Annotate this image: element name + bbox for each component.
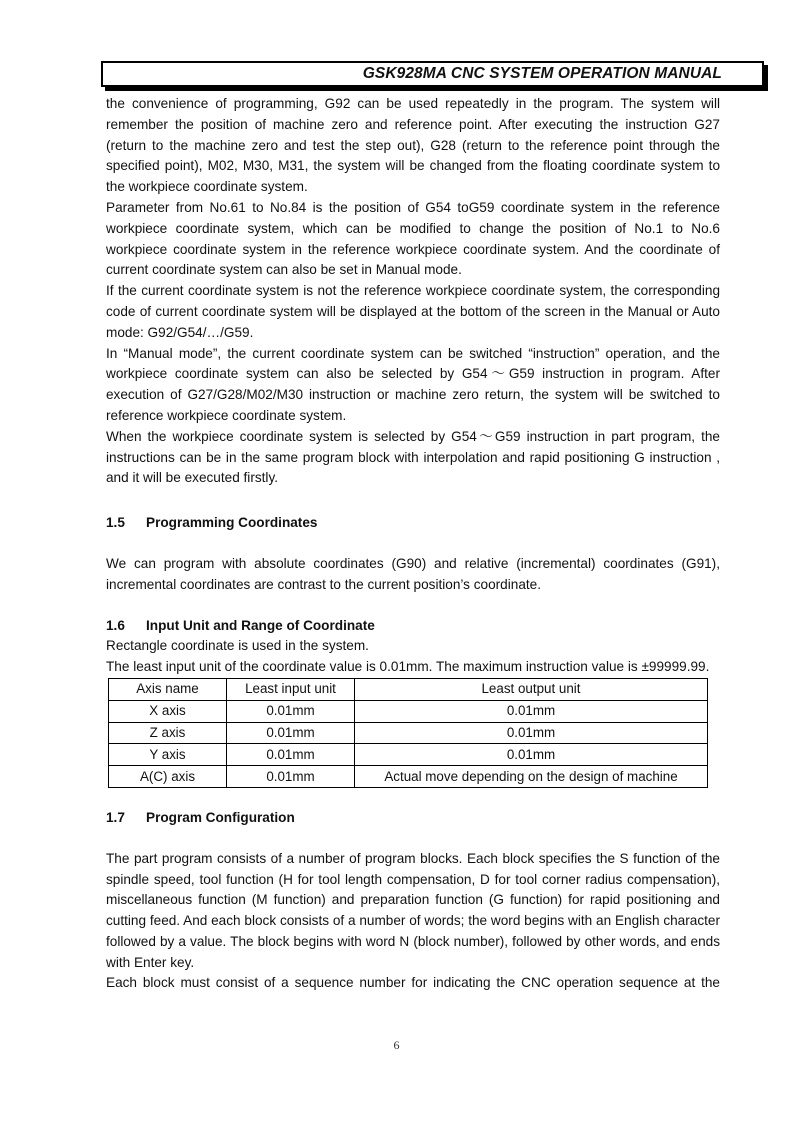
paragraph: Parameter from No.61 to No.84 is the position of G54 toG59 coordinate system in the reference workpiece coordinate system, which can be modified to change the position of No.1 to No.6 workpiece coordinate system in the reference workpiece coordinate system. And the coordinate of current coordinate system can also be set in Manual mode. — [106, 199, 720, 278]
section-title: Input Unit and Range of Coordinate — [146, 617, 375, 633]
paragraph: The least input unit of the coordinate value is 0.01mm. The maximum instruction value is ±99999.99. — [106, 659, 710, 675]
paragraph: We can program with absolute coordinates (G90) and relative (incremental) coordinates (G91), incremental coordinates are contrast to the current position’s coordinate. — [106, 555, 720, 592]
page-body — [106, 94, 720, 994]
table-cell: 0.01mm — [355, 700, 708, 722]
paragraph: When the workpiece coordinate system is selected by G54～G59 instruction in part program, the instructions can be in the same program block with interpolation and rapid positioning G instruction , and it will be executed firstly. — [106, 428, 720, 486]
section-number: 1.5 — [106, 515, 125, 531]
table-header-row — [109, 678, 708, 700]
paragraph: the convenience of programming, G92 can be used repeatedly in the program. The system will remember the position of machine zero and reference point. After executing the instruction G27 (return to the machine zero and test the step out), G28 (return to the reference point through the specified point), M02, M30, M31, the system will be changed from the floating coordinate system to the workpiece coordinate system. — [106, 96, 720, 195]
table-cell: A(C) axis — [109, 766, 227, 788]
table-cell: X axis — [109, 700, 227, 722]
table-cell: 0.01mm — [227, 722, 355, 744]
table-row — [109, 744, 708, 766]
paragraph: In “Manual mode”, the current coordinate system can be switched “instruction” operation, and the workpiece coordinate system can also be selected by G54～G59 instruction in program. After execution of G27/G28/M02/M30 instruction or machine zero return, the system will be switched to reference workpiece coordinate system. — [106, 345, 720, 423]
section-heading-1-5 — [106, 513, 720, 534]
paragraph: The part program consists of a number of program blocks. Each block specifies the S function of the spindle speed, tool function (H for tool length compensation, D for tool corner radius compensation), miscellaneous function (M function) and preparation function (G function) for rapid positioning and cutting feed. And each block consists of a number of words; the word begins with an English character followed by a value. The block begins with word N (block number), followed by other words, and ends with Enter key. — [106, 850, 720, 970]
table-row — [109, 722, 708, 744]
page-number: 6 — [393, 1038, 400, 1052]
section-heading-1-7 — [106, 808, 720, 829]
unit-table — [108, 678, 708, 788]
column-header: Least output unit — [355, 678, 708, 700]
section-title: Program Configuration — [146, 809, 295, 825]
table-cell: Y axis — [109, 744, 227, 766]
table-cell: Z axis — [109, 722, 227, 744]
table-cell: 0.01mm — [227, 744, 355, 766]
table-cell: Actual move depending on the design of machine — [355, 766, 708, 788]
table-row — [109, 700, 708, 722]
paragraph: Each block must consist of a sequence number for indicating the CNC operation sequence at the — [106, 975, 720, 991]
table-cell: 0.01mm — [355, 744, 708, 766]
table-cell: 0.01mm — [227, 766, 355, 788]
section-number: 1.6 — [106, 617, 125, 633]
section-title: Programming Coordinates — [146, 515, 318, 531]
column-header: Axis name — [109, 678, 227, 700]
section-number: 1.7 — [106, 809, 125, 825]
running-header — [101, 61, 764, 87]
section-heading-1-6 — [106, 616, 720, 637]
column-header: Least input unit — [227, 678, 355, 700]
table-row — [109, 766, 708, 788]
table-cell: 0.01mm — [227, 700, 355, 722]
paragraph: If the current coordinate system is not the reference workpiece coordinate system, the corresponding code of current coordinate system will be displayed at the bottom of the screen in the Manual or Auto mode: G92/G54/…/G59. — [106, 283, 720, 340]
table-cell: 0.01mm — [355, 722, 708, 744]
manual-title: GSK928MA CNC SYSTEM OPERATION MANUAL — [362, 65, 722, 82]
paragraph: Rectangle coordinate is used in the system. — [106, 638, 369, 654]
